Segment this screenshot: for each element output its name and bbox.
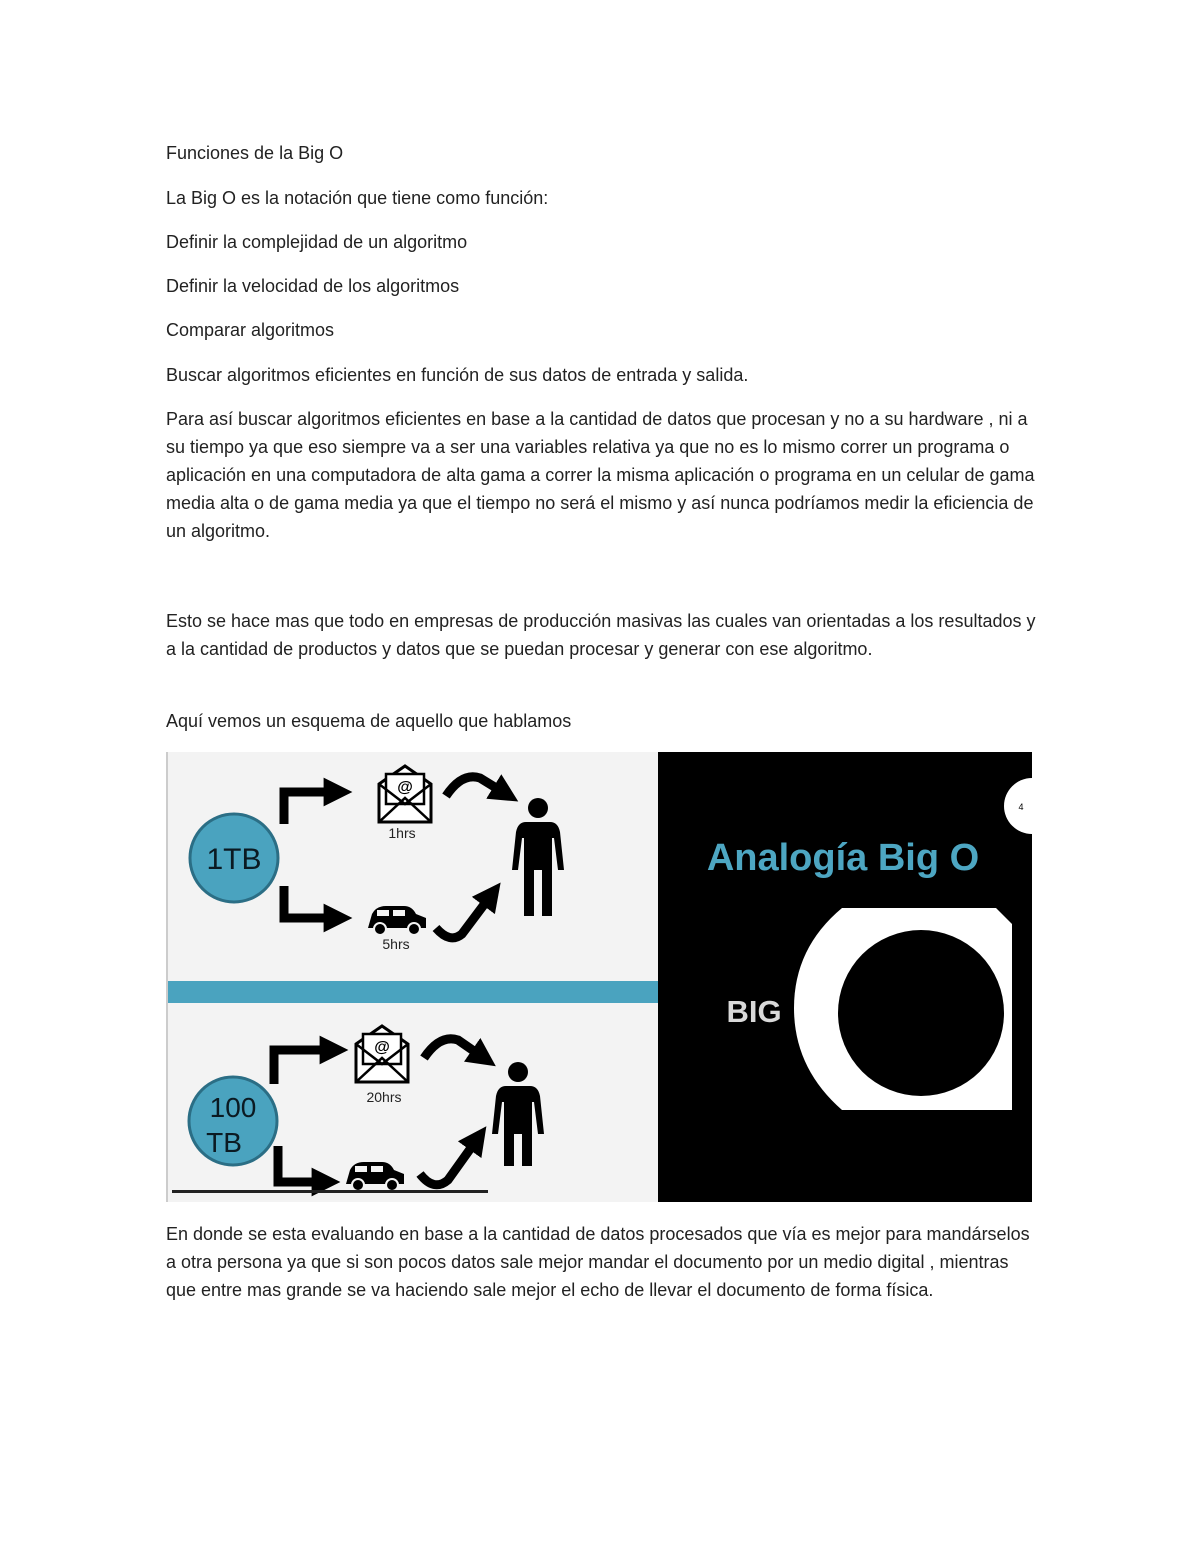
doc-paragraph-hardware: Para así buscar algoritmos eficientes en base a la cantidad de datos que procesan y no a su hardware , ni a su tiempo ya que eso siempre va a ser una variables relativa ya que no es lo mismo correr un programa o aplicación en una computadora de alta gama a correr la misma aplicación o programa en un celular de gama media alta o de gama media ya que el tiempo no será el mismo y así nunca podríamos medir la eficiencia de un algoritmo. xyxy=(166,409,1035,541)
big-o-ring-icon xyxy=(794,908,1012,1110)
svg-text:@: @ xyxy=(397,779,413,796)
circle-label-1tb: 1TB xyxy=(206,843,262,876)
circle-label-100: 100 xyxy=(209,1092,257,1123)
circle-label-tb: TB xyxy=(206,1127,242,1158)
email-envelope-icon xyxy=(356,1026,408,1082)
divider-bar xyxy=(166,981,658,1003)
email-time-label-20hrs: 20hrs xyxy=(366,1089,402,1105)
doc-item-speed: Definir la velocidad de los algoritmos xyxy=(166,276,460,296)
car-time-label: 5hrs xyxy=(382,936,410,952)
doc-paragraph-conclusion: En donde se esta evaluando en base a la cantidad de datos procesados que vía es mejor para mandárselos a otra persona ya que si son pocos datos sale mejor mandar el documento por un medio digital , mientras que entre mas grande se va haciendo sale mejor el echo de llevar el documento de forma física. xyxy=(166,1224,1030,1300)
doc-figure-intro: Aquí vemos un esquema de aquello que hablamos xyxy=(166,711,572,731)
email-time-label: 1hrs xyxy=(388,825,416,841)
doc-paragraph-companies: Esto se hace mas que todo en empresas de producción masivas las cuales van orientadas a los resultados y a la cantidad de productos y datos que se puedan procesar y generar con ese algoritmo. xyxy=(166,611,1036,659)
ground-line xyxy=(172,1190,488,1193)
doc-item-efficient: Buscar algoritmos eficientes en función de sus datos de entrada y salida. xyxy=(166,365,749,385)
doc-item-compare: Comparar algoritmos xyxy=(166,320,335,340)
email-envelope-icon xyxy=(379,766,431,822)
analogy-title: Analogía Big O xyxy=(706,837,980,879)
svg-text:@: @ xyxy=(374,1039,390,1056)
doc-heading: Funciones de la Big O xyxy=(166,143,344,163)
figure-svg xyxy=(166,752,1032,1202)
big-o-analogy-figure xyxy=(166,752,1032,1202)
doc-item-complexity: Definir la complejidad de un algoritmo xyxy=(166,232,468,252)
corner-mark: 4 xyxy=(1018,802,1024,812)
doc-intro: La Big O es la notación que tiene como función: xyxy=(166,188,549,208)
big-label: BIG xyxy=(726,994,782,1029)
